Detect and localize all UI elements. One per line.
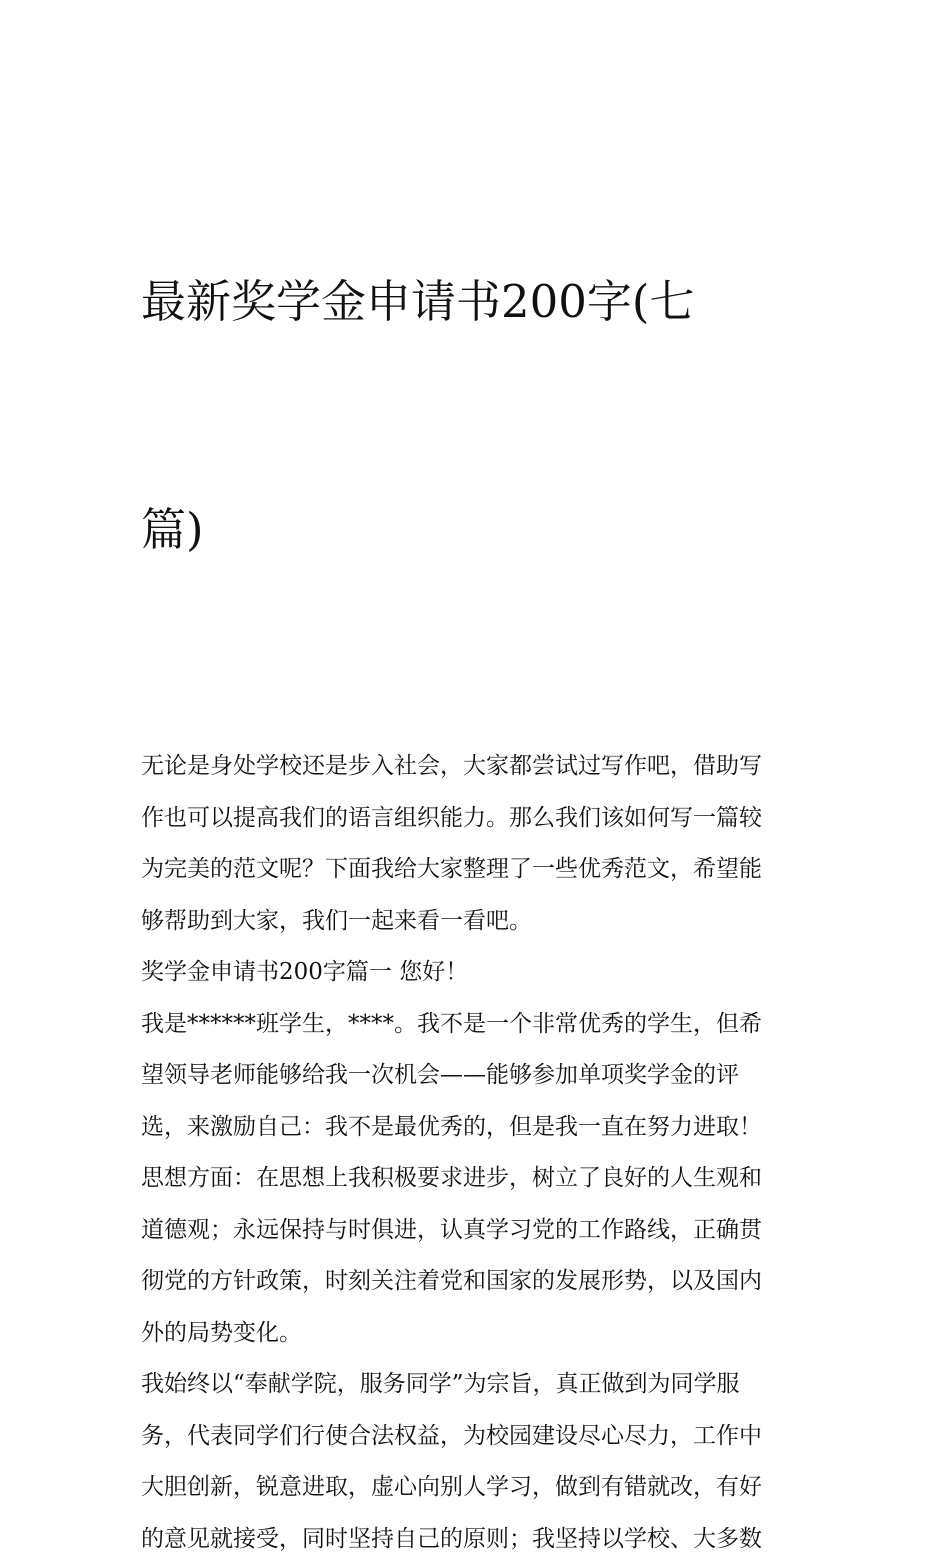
text-line: 大胆创新，锐意进取，虚心向别人学习，做到有错就改，有好 (141, 1462, 813, 1514)
text-line: 作也可以提高我们的语言组织能力。那么我们该如何写一篇较 (141, 793, 813, 845)
text-line: 我始终以“奉献学院，服务同学”为宗旨，真正做到为同学服 (141, 1359, 813, 1411)
text-line: 思想方面：在思想上我积极要求进步，树立了良好的人生观和 (141, 1153, 813, 1205)
text-line: 望领导老师能够给我一次机会——能够参加单项奖学金的评 (141, 1050, 813, 1102)
page-title (141, 112, 813, 720)
text-line: 够帮助到大家，我们一起来看一看吧。 (141, 896, 813, 948)
text-line: 无论是身处学校还是步入社会，大家都尝试过写作吧，借助写 (141, 741, 813, 793)
title-line: 篇) (141, 492, 813, 568)
text-line: 彻党的方针政策，时刻关注着党和国家的发展形势，以及国内 (141, 1256, 813, 1308)
text-line: 道德观；永远保持与时俱进，认真学习党的工作路线，正确贯 (141, 1205, 813, 1257)
text-line: 的意见就接受，同时坚持自己的原则；我坚持以学校、大多数 (141, 1514, 813, 1565)
text-line: 我是******班学生，****。我不是一个非常优秀的学生，但希 (141, 999, 813, 1051)
body-text (141, 741, 813, 1565)
text-line: 选，来激励自己：我不是最优秀的，但是我一直在努力进取！ (141, 1102, 813, 1154)
title-line: 最新奖学金申请书200字(七 (141, 264, 813, 340)
text-line: 为完美的范文呢？下面我给大家整理了一些优秀范文，希望能 (141, 844, 813, 896)
document-content (141, 112, 813, 1565)
section-heading: 奖学金申请书200字篇一 您好！ (141, 947, 813, 999)
text-line: 务，代表同学们行使合法权益，为校园建设尽心尽力，工作中 (141, 1411, 813, 1463)
text-line: 外的局势变化。 (141, 1308, 813, 1360)
